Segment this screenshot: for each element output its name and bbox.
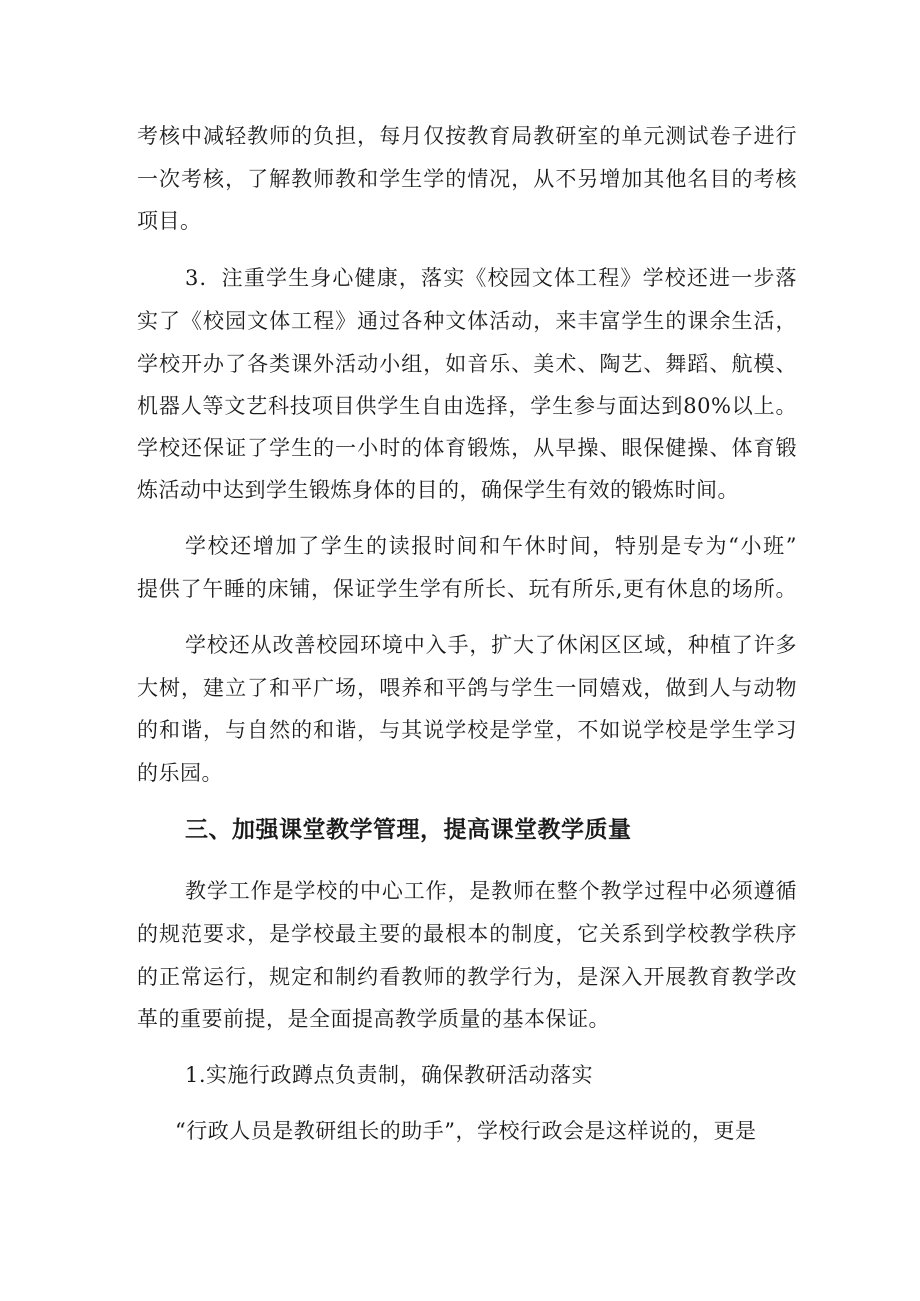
paragraph-line: 一次考核，了解教师教和学生学的情况，从不另增加其他名目的考核 xyxy=(137,167,797,191)
paragraph-line: 革的重要前提，是全面提高教学质量的基本保证。 xyxy=(137,1007,610,1031)
paragraph-line: 学校还保证了学生的一小时的体育锻炼，从早操、眼保健操、体育锻 xyxy=(137,436,797,460)
section-heading: 三、加强课堂教学管理，提高课堂教学质量 xyxy=(185,817,632,843)
paragraph-line: 炼活动中达到学生锻炼身体的目的，确保学生有效的锻炼时间。 xyxy=(137,478,739,502)
paragraph-line: 的正常运行，规定和制约看教师的教学行为，是深入开展教育教学改 xyxy=(137,965,797,989)
paragraph-line: 3．注重学生身心健康，落实《校园文体工程》学校还进一步落 xyxy=(185,266,797,290)
paragraph-line: 学校开办了各类课外活动小组，如音乐、美术、陶艺、舞蹈、航模、 xyxy=(137,352,797,376)
paragraph-line: 大树，建立了和平广场，喂养和平鸽与学生一同嬉戏，做到人与动物 xyxy=(137,676,797,700)
subsection-heading: 1.实施行政蹲点负责制，确保教研活动落实 xyxy=(185,1063,594,1087)
paragraph-line: “行政人员是教研组长的助手”，学校行政会是这样说的，更是 xyxy=(175,1119,757,1143)
paragraph-line: 实了《校园文体工程》通过各种文体活动，来丰富学生的课余生活， xyxy=(137,309,797,333)
paragraph-line: 项目。 xyxy=(137,209,202,233)
paragraph-line: 提供了午睡的床铺，保证学生学有所长、玩有所乐,更有休息的场所。 xyxy=(137,577,797,601)
paragraph-line: 的规范要求，是学校最主要的最根本的制度，它关系到学校教学秩序 xyxy=(137,922,797,946)
paragraph-line: 教学工作是学校的中心工作，是教师在整个教学过程中必须遵循 xyxy=(185,879,797,903)
paragraph-line: 机器人等文艺科技项目供学生自由选择，学生参与面达到80%以上。 xyxy=(137,394,797,418)
paragraph-line: 的乐园。 xyxy=(137,761,223,785)
paragraph-line: 的和谐，与自然的和谐，与其说学校是学堂，不如说学校是学生学习 xyxy=(137,718,797,742)
paragraph-line: 学校还增加了学生的读报时间和午休时间，特别是专为“小班” xyxy=(185,534,797,558)
paragraph-line: 考核中减轻教师的负担，每月仅按教育局教研室的单元测试卷子进行 xyxy=(137,124,797,148)
paragraph-line: 学校还从改善校园环境中入手，扩大了休闲区区域，种植了许多 xyxy=(185,633,797,657)
